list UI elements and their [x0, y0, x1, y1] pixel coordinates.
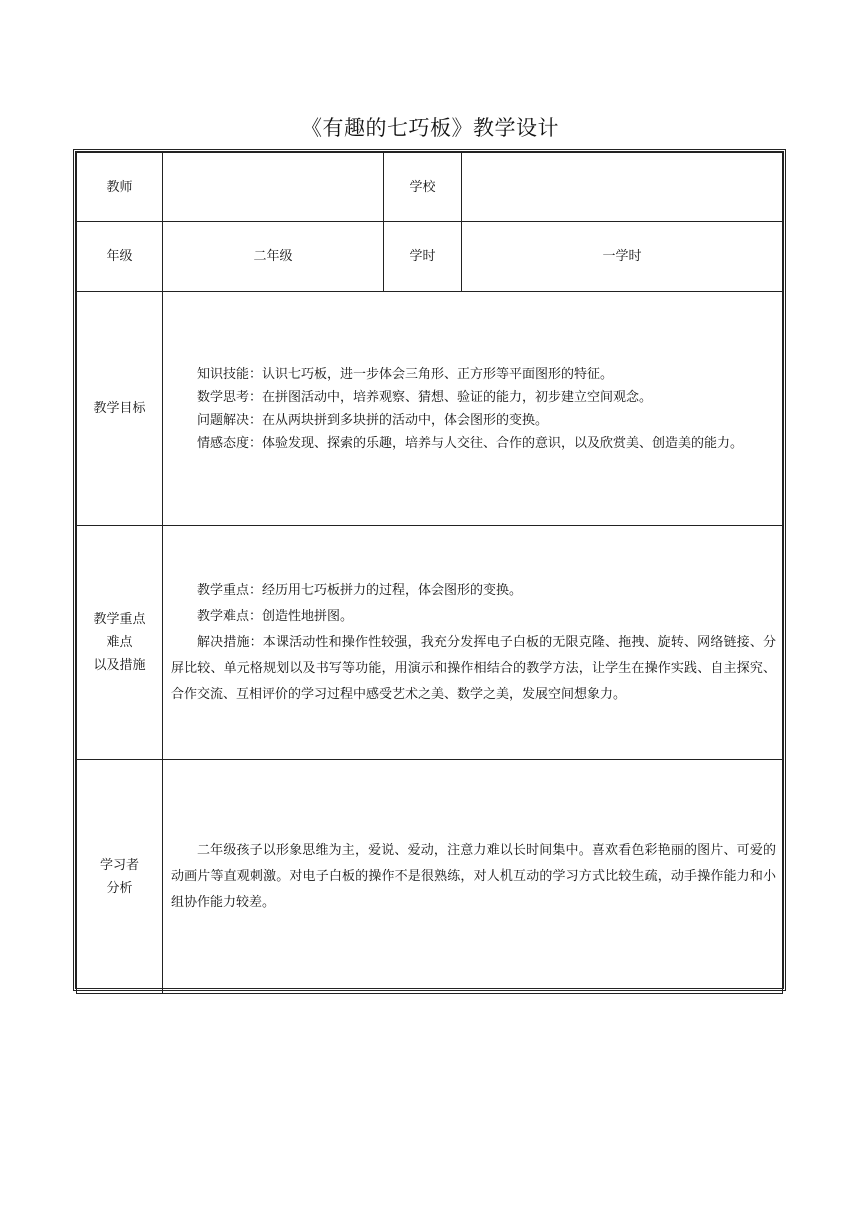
- objectives-content: [163, 292, 783, 526]
- objective-attitude: 情感态度：体验发现、探索的乐趣，培养与人交往、合作的意识，以及欣赏美、创造美的能力。: [197, 435, 744, 451]
- school-value: [462, 153, 783, 222]
- key-point-measures: 解决措施：本课活动性和操作性较强，我充分发挥电子白板的无限克隆、拖拽、旋转、网络链接、分屏比较、单元格规划以及书写等功能，用演示和操作相结合的教学方法，让学生在操作实践、自主探究、合作交流、互相评价的学习过程中感受艺术之美、数学之美，发展空间想象力。: [171, 634, 776, 702]
- lesson-plan-table: [76, 152, 783, 994]
- key-points-content: [163, 526, 783, 760]
- hours-label: 学时: [384, 222, 462, 292]
- table-row-grade-hours: [77, 222, 783, 292]
- learner-label: [77, 760, 163, 994]
- key-points-label-line-1: 教学重点: [93, 612, 146, 627]
- teacher-value: [163, 153, 384, 222]
- key-points-label-line-2: 难点: [106, 635, 133, 650]
- key-point-focus: 教学重点：经历用七巧板拼力的过程，体会图形的变换。: [197, 582, 523, 598]
- key-point-difficulty: 教学难点：创造性地拼图。: [197, 608, 354, 624]
- objectives-label: 教学目标: [77, 292, 163, 526]
- learner-analysis: 二年级孩子以形象思维为主，爱说、爱动，注意力难以长时间集中。喜欢看色彩艳丽的图片、可爱的动画片等直观刺激。对电子白板的操作不是很熟练，对人机互动的学习方式比较生疏，动手操作能力和小组协作能力较差。: [171, 842, 776, 910]
- key-points-label-line-3: 以及措施: [93, 658, 146, 673]
- teacher-label: 教师: [77, 153, 163, 222]
- table-row-learner: [77, 760, 783, 994]
- lesson-plan-table-frame: [73, 149, 786, 991]
- key-points-label: [77, 526, 163, 760]
- table-row-objectives: [77, 292, 783, 526]
- learner-content: [163, 760, 783, 994]
- hours-value: 一学时: [462, 222, 783, 292]
- grade-label: 年级: [77, 222, 163, 292]
- objective-problem-solving: 问题解决：在从两块拼到多块拼的活动中，体会图形的变换。: [197, 412, 549, 428]
- learner-label-line-2: 分析: [106, 880, 133, 896]
- grade-value: 二年级: [163, 222, 384, 292]
- document-title: 《有趣的七巧板》教学设计: [301, 116, 559, 140]
- school-label: 学校: [384, 153, 462, 222]
- table-row-key-points: [77, 526, 783, 760]
- objective-knowledge: 知识技能：认识七巧板，进一步体会三角形、正方形等平面图形的特征。: [197, 366, 614, 382]
- learner-label-line-1: 学习者: [99, 857, 139, 873]
- objective-thinking: 数学思考：在拼图活动中，培养观察、猜想、验证的能力，初步建立空间观念。: [197, 389, 653, 405]
- table-row-teacher-school: [77, 153, 783, 222]
